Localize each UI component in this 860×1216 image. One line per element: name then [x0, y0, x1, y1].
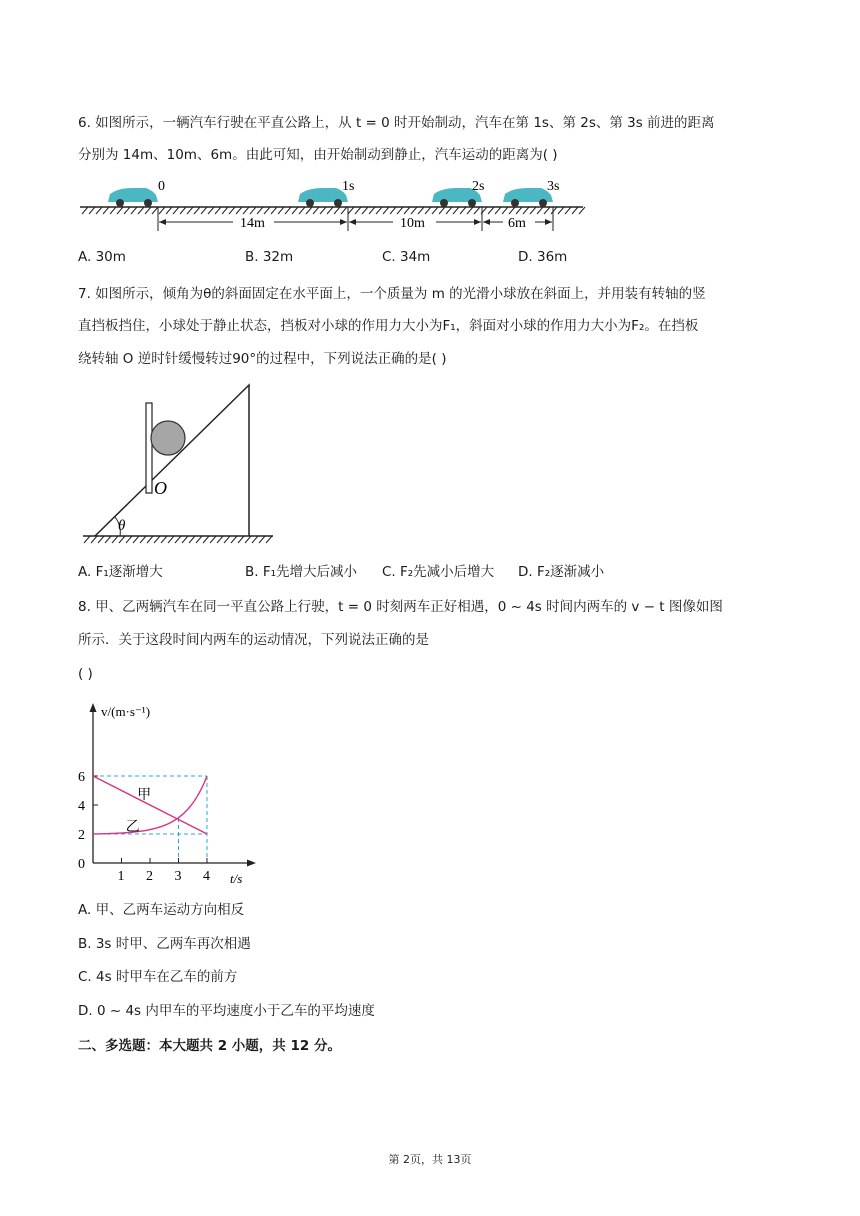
- ground-hatch: [292, 207, 298, 214]
- car-1: [298, 188, 348, 207]
- ground-hatch: [175, 536, 181, 543]
- ground-hatch: [404, 207, 410, 214]
- x-tick-label: 4: [203, 869, 210, 884]
- ground-hatch: [355, 207, 361, 214]
- q6-option-c: C. 34m: [382, 249, 431, 265]
- y-tick-label: 0: [78, 857, 85, 872]
- q7-line1: 7. 如图所示，倾角为θ的斜面固定在水平面上，一个质量为 m 的光滑小球放在斜面上，并用装有转轴的竖: [78, 286, 706, 302]
- ground-hatch: [320, 207, 326, 214]
- ground-hatch: [523, 207, 529, 214]
- ground-hatch: [376, 207, 382, 214]
- angle-label: θ: [118, 518, 126, 534]
- ground-hatch: [222, 207, 228, 214]
- q6-option-d: D. 36m: [518, 249, 568, 265]
- ground-hatch: [250, 207, 256, 214]
- ground-hatch: [245, 536, 251, 543]
- y-axis-label: v/(m·s⁻¹): [101, 704, 151, 719]
- time-label-2: 2s: [472, 179, 485, 194]
- ground-hatch: [502, 207, 508, 214]
- vt-chart: [78, 698, 278, 888]
- ground-hatch: [131, 207, 137, 214]
- q7-option-c: C. F₂先减小后增大: [382, 564, 495, 580]
- y-tick-label: 2: [78, 828, 85, 843]
- ground-hatch: [147, 536, 153, 543]
- ground-hatch: [558, 207, 564, 214]
- ground-hatch: [182, 536, 188, 543]
- ground-hatch: [439, 207, 445, 214]
- ground-hatch: [264, 207, 270, 214]
- ground-hatch: [224, 536, 230, 543]
- distance-label-0: 14m: [240, 216, 265, 231]
- q6-option-a: A. 30m: [78, 249, 126, 265]
- q7-line2: 直挡板挡住，小球处于静止状态，挡板对小球的作用力大小为F₁，斜面对小球的作用力大小为F₂。在挡板: [78, 318, 699, 334]
- car-0: [108, 188, 158, 207]
- series-label-yi: 乙: [125, 820, 140, 836]
- ground-hatch: [112, 536, 118, 543]
- ground-hatch: [418, 207, 424, 214]
- ground-hatch: [252, 536, 258, 543]
- ground-hatch: [537, 207, 543, 214]
- ground-hatch: [266, 536, 272, 543]
- ground-hatch: [551, 207, 557, 214]
- ground-hatch: [257, 207, 263, 214]
- q8-line3: ( ): [78, 666, 93, 682]
- ground-hatch: [124, 207, 130, 214]
- q7-option-a: A. F₁逐渐增大: [78, 564, 163, 580]
- ground-hatch: [243, 207, 249, 214]
- q8-line2: 所示．关于这段时间内两车的运动情况，下列说法正确的是: [78, 632, 429, 648]
- ground-hatch: [140, 536, 146, 543]
- q8-option-c: C. 4s 时甲车在乙车的前方: [78, 969, 238, 985]
- ground-hatch: [383, 207, 389, 214]
- ground-hatch: [84, 536, 90, 543]
- ground-hatch: [474, 207, 480, 214]
- q6-car-figure: [78, 175, 588, 237]
- q7-option-b: B. F₁先增大后减小: [245, 564, 358, 580]
- ground-hatch: [119, 536, 125, 543]
- series-line-jia: [93, 776, 207, 834]
- ground-hatch: [306, 207, 312, 214]
- ground-hatch: [217, 536, 223, 543]
- ground-hatch: [348, 207, 354, 214]
- ground-hatch: [133, 536, 139, 543]
- car-3: [503, 188, 553, 207]
- ground-hatch: [91, 536, 97, 543]
- ball: [151, 421, 185, 455]
- ground-hatch: [152, 207, 158, 214]
- q8-option-a: A. 甲、乙两车运动方向相反: [78, 902, 245, 918]
- x-tick-label: 1: [117, 869, 125, 884]
- ground-hatch: [327, 207, 333, 214]
- ground-hatch: [159, 207, 165, 214]
- ground-hatch: [117, 207, 123, 214]
- ground-hatch: [271, 207, 277, 214]
- q6-line2: 分别为 14m、10m、6m。由此可知，由开始制动到静止，汽车运动的距离为( ): [78, 147, 558, 163]
- ground-hatch: [229, 207, 235, 214]
- ground-hatch: [495, 207, 501, 214]
- ground-hatch: [145, 207, 151, 214]
- ground-hatch: [411, 207, 417, 214]
- ground-hatch: [189, 536, 195, 543]
- ground-hatch: [161, 536, 167, 543]
- ground-hatch: [208, 207, 214, 214]
- ground-hatch: [203, 536, 209, 543]
- q8-line1: 8. 甲、乙两辆汽车在同一平直公路上行驶，t = 0 时刻两车正好相遇，0 ~ 4s 时间内两车的 v − t 图像如图: [78, 599, 723, 615]
- time-label-0: 0: [158, 179, 165, 194]
- ground-hatch: [432, 207, 438, 214]
- ground-hatch: [194, 207, 200, 214]
- ground-hatch: [509, 207, 515, 214]
- ground-hatch: [362, 207, 368, 214]
- ground-hatch: [390, 207, 396, 214]
- ground-hatch: [196, 536, 202, 543]
- ground-hatch: [166, 207, 172, 214]
- ground-hatch: [236, 207, 242, 214]
- ground-hatch: [187, 207, 193, 214]
- distance-label-1: 10m: [400, 216, 425, 231]
- baffle-plate: [146, 403, 152, 493]
- ground-hatch: [341, 207, 347, 214]
- ground-hatch: [544, 207, 550, 214]
- ground-hatch: [369, 207, 375, 214]
- ground-hatch: [231, 536, 237, 543]
- ground-hatch: [446, 207, 452, 214]
- time-label-1: 1s: [342, 179, 355, 194]
- ground-hatch: [278, 207, 284, 214]
- ground-hatch: [425, 207, 431, 214]
- time-label-3: 3s: [547, 179, 560, 194]
- ground-hatch: [285, 207, 291, 214]
- ground-hatch: [397, 207, 403, 214]
- ground-hatch: [467, 207, 473, 214]
- q7-option-d: D. F₂逐渐减小: [518, 564, 605, 580]
- q8-option-b: B. 3s 时甲、乙两车再次相遇: [78, 936, 251, 952]
- ground-hatch: [259, 536, 265, 543]
- ground-hatch: [565, 207, 571, 214]
- ground-hatch: [530, 207, 536, 214]
- ground-hatch: [460, 207, 466, 214]
- ground-hatch: [334, 207, 340, 214]
- ground-hatch: [82, 207, 88, 214]
- ground-hatch: [201, 207, 207, 214]
- pivot-label: O: [154, 478, 167, 498]
- q7-incline-figure: [78, 378, 278, 548]
- ground-hatch: [313, 207, 319, 214]
- x-tick-label: 2: [146, 869, 153, 884]
- ground-hatch: [105, 536, 111, 543]
- ground-hatch: [488, 207, 494, 214]
- ground-hatch: [173, 207, 179, 214]
- ground-hatch: [516, 207, 522, 214]
- x-axis-label: t/s: [230, 871, 243, 886]
- y-axis-arrow: [90, 703, 97, 712]
- ground-hatch: [579, 207, 585, 214]
- ground-hatch: [215, 207, 221, 214]
- ground-hatch: [168, 536, 174, 543]
- ground-hatch: [126, 536, 132, 543]
- ground-hatch: [180, 207, 186, 214]
- ground-hatch: [210, 536, 216, 543]
- y-tick-label: 4: [78, 799, 85, 814]
- q7-line3: 绕转轴 O 逆时针缓慢转过90°的过程中，下列说法正确的是( ): [78, 351, 447, 367]
- ground-hatch: [154, 536, 160, 543]
- ground-hatch: [98, 536, 104, 543]
- q6-line1: 6. 如图所示，一辆汽车行驶在平直公路上，从 t = 0 时开始制动，汽车在第 1s、第 2s、第 3s 前进的距离: [78, 115, 715, 131]
- ground-hatch: [299, 207, 305, 214]
- ground-hatch: [453, 207, 459, 214]
- ground-hatch: [138, 207, 144, 214]
- section-heading: 二、多选题：本大题共 2 小题，共 12 分。: [78, 1038, 341, 1054]
- series-label-jia: 甲: [137, 788, 152, 804]
- ground-hatch: [89, 207, 95, 214]
- q8-option-d: D. 0 ~ 4s 内甲车的平均速度小于乙车的平均速度: [78, 1003, 375, 1019]
- distance-label-2: 6m: [508, 216, 526, 231]
- ground-hatch: [103, 207, 109, 214]
- q6-option-b: B. 32m: [245, 249, 294, 265]
- y-tick-label: 6: [78, 770, 85, 785]
- x-axis-arrow: [247, 860, 256, 867]
- ground-hatch: [238, 536, 244, 543]
- x-tick-label: 3: [174, 869, 182, 884]
- ground-hatch: [572, 207, 578, 214]
- ground-hatch: [110, 207, 116, 214]
- ground-hatch: [96, 207, 102, 214]
- page-footer: 第 2页，共 13页: [388, 1153, 472, 1166]
